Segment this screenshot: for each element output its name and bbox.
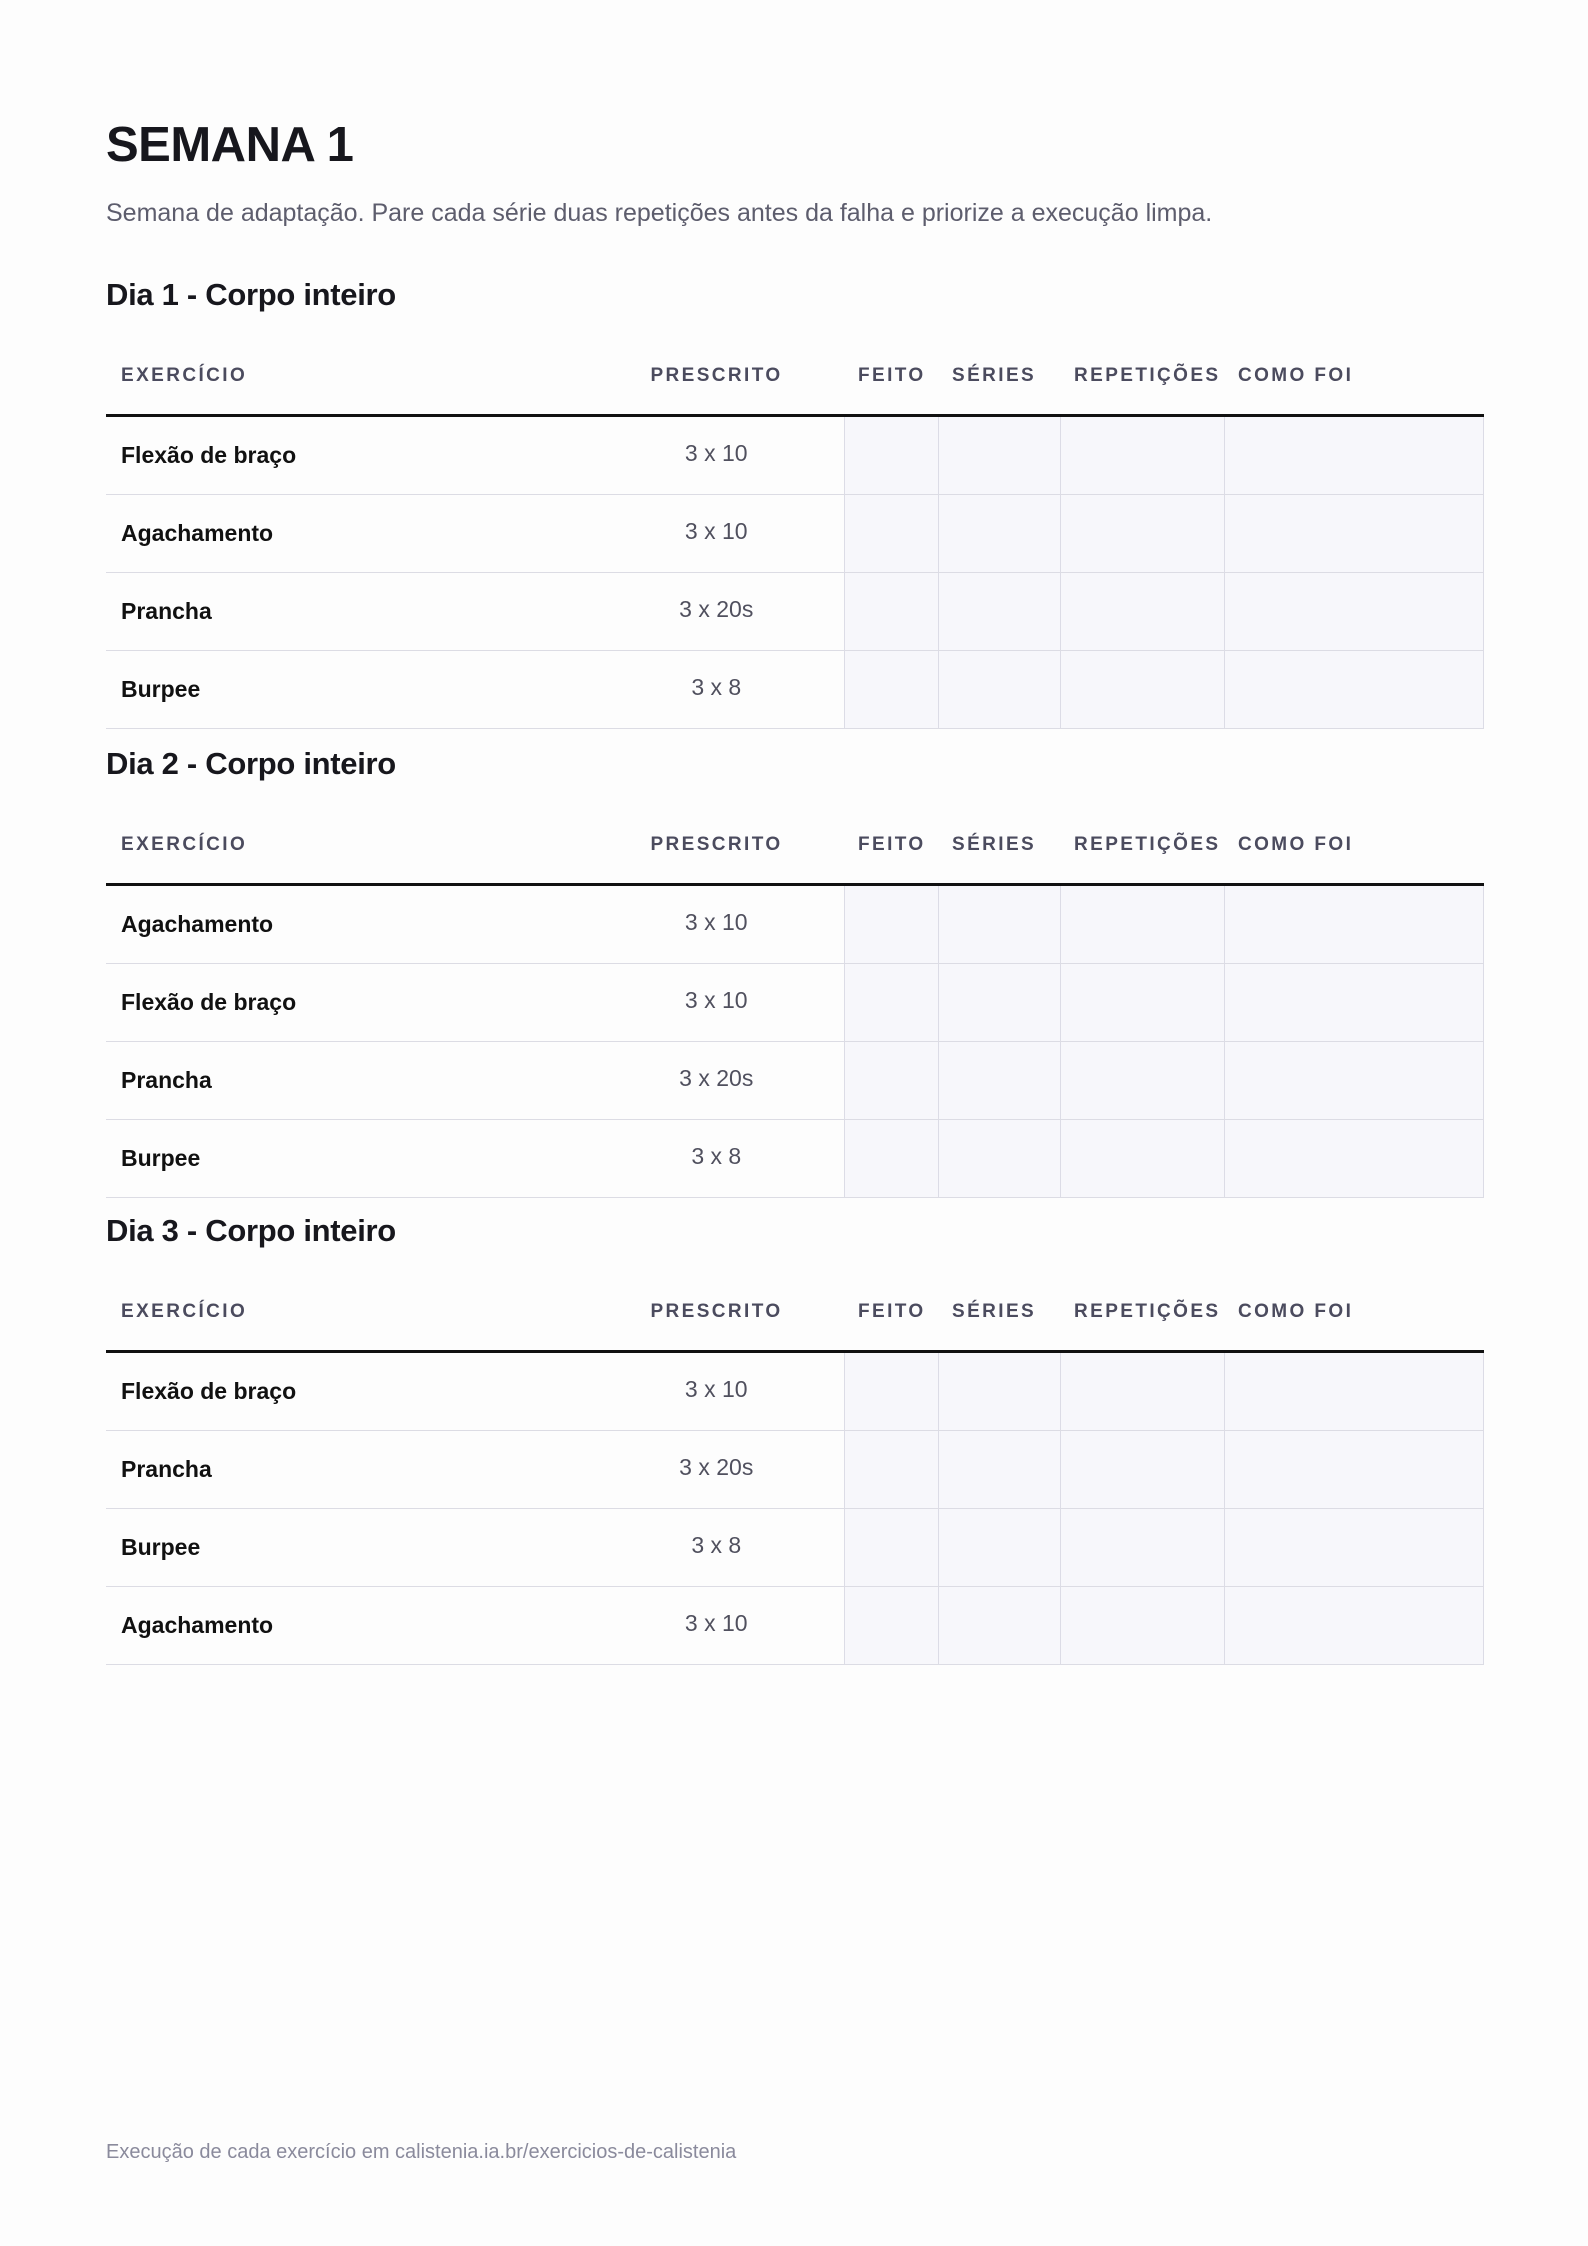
how-it-went-entry-cell[interactable] — [1224, 651, 1483, 729]
prescribed-value: 3 x 10 — [589, 885, 844, 964]
prescribed-value: 3 x 10 — [589, 964, 844, 1042]
reps-entry-cell[interactable] — [1060, 1587, 1224, 1665]
reps-entry-cell[interactable] — [1060, 1431, 1224, 1509]
header-sets: SÉRIES — [938, 1274, 1060, 1352]
exercise-name: Burpee — [106, 1509, 589, 1587]
done-checkbox-cell[interactable] — [844, 1120, 938, 1198]
sets-entry-cell[interactable] — [938, 1509, 1060, 1587]
done-checkbox-cell[interactable] — [844, 1352, 938, 1431]
table-header-row — [106, 807, 1483, 885]
reps-entry-cell[interactable] — [1060, 1120, 1224, 1198]
sets-entry-cell[interactable] — [938, 1587, 1060, 1665]
header-prescribed: PRESCRITO — [589, 807, 844, 885]
page-title: SEMANA 1 — [106, 118, 354, 172]
exercise-name: Agachamento — [106, 1587, 589, 1665]
reps-entry-cell[interactable] — [1060, 1042, 1224, 1120]
prescribed-value: 3 x 8 — [589, 1509, 844, 1587]
prescribed-value: 3 x 20s — [589, 1042, 844, 1120]
header-done: FEITO — [844, 1274, 938, 1352]
header-how: COMO FOI — [1224, 338, 1483, 416]
how-it-went-entry-cell[interactable] — [1224, 573, 1483, 651]
exercise-name: Prancha — [106, 573, 589, 651]
reps-entry-cell[interactable] — [1060, 964, 1224, 1042]
table-header-row — [106, 338, 1483, 416]
table-row — [106, 1120, 1483, 1198]
day-title: Dia 2 - Corpo inteiro — [106, 746, 396, 781]
header-prescribed: PRESCRITO — [589, 1274, 844, 1352]
sets-entry-cell[interactable] — [938, 1120, 1060, 1198]
footer-note: Execução de cada exercício em calistenia.ia.br/exercicios-de-calistenia — [106, 2141, 737, 2163]
exercise-name: Agachamento — [106, 885, 589, 964]
table-row — [106, 1352, 1483, 1431]
workout-page — [106, 110, 1483, 230]
prescribed-value: 3 x 8 — [589, 1120, 844, 1198]
how-it-went-entry-cell[interactable] — [1224, 1509, 1483, 1587]
how-it-went-entry-cell[interactable] — [1224, 1587, 1483, 1665]
done-checkbox-cell[interactable] — [844, 573, 938, 651]
exercise-name: Flexão de braço — [106, 964, 589, 1042]
exercise-log-table — [106, 807, 1484, 1198]
table-row — [106, 1431, 1483, 1509]
reps-entry-cell[interactable] — [1060, 573, 1224, 651]
header-exercise: EXERCÍCIO — [106, 1274, 589, 1352]
prescribed-value: 3 x 20s — [589, 573, 844, 651]
exercise-log-table — [106, 338, 1484, 729]
reps-entry-cell[interactable] — [1060, 416, 1224, 495]
reps-entry-cell[interactable] — [1060, 651, 1224, 729]
done-checkbox-cell[interactable] — [844, 416, 938, 495]
how-it-went-entry-cell[interactable] — [1224, 1431, 1483, 1509]
day-section-2 — [106, 742, 1483, 1198]
done-checkbox-cell[interactable] — [844, 1431, 938, 1509]
reps-entry-cell[interactable] — [1060, 1509, 1224, 1587]
sets-entry-cell[interactable] — [938, 964, 1060, 1042]
done-checkbox-cell[interactable] — [844, 964, 938, 1042]
done-checkbox-cell[interactable] — [844, 885, 938, 964]
header-how: COMO FOI — [1224, 1274, 1483, 1352]
table-row — [106, 885, 1483, 964]
page-subtitle: Semana de adaptação. Pare cada série duas repetições antes da falha e priorize a execução limpa. — [106, 199, 1213, 227]
day-section-3 — [106, 1209, 1483, 1665]
sets-entry-cell[interactable] — [938, 573, 1060, 651]
sets-entry-cell[interactable] — [938, 1352, 1060, 1431]
reps-entry-cell[interactable] — [1060, 495, 1224, 573]
prescribed-value: 3 x 8 — [589, 651, 844, 729]
exercise-name: Agachamento — [106, 495, 589, 573]
how-it-went-entry-cell[interactable] — [1224, 1042, 1483, 1120]
table-row — [106, 1509, 1483, 1587]
day-title: Dia 3 - Corpo inteiro — [106, 1213, 396, 1248]
done-checkbox-cell[interactable] — [844, 651, 938, 729]
header-exercise: EXERCÍCIO — [106, 807, 589, 885]
done-checkbox-cell[interactable] — [844, 1587, 938, 1665]
sets-entry-cell[interactable] — [938, 651, 1060, 729]
exercise-name: Prancha — [106, 1042, 589, 1120]
table-row — [106, 1042, 1483, 1120]
how-it-went-entry-cell[interactable] — [1224, 416, 1483, 495]
sets-entry-cell[interactable] — [938, 1042, 1060, 1120]
prescribed-value: 3 x 10 — [589, 416, 844, 495]
how-it-went-entry-cell[interactable] — [1224, 964, 1483, 1042]
how-it-went-entry-cell[interactable] — [1224, 1120, 1483, 1198]
sets-entry-cell[interactable] — [938, 495, 1060, 573]
table-row — [106, 651, 1483, 729]
prescribed-value: 3 x 10 — [589, 1352, 844, 1431]
header-done: FEITO — [844, 338, 938, 416]
table-header-row — [106, 1274, 1483, 1352]
exercise-name: Prancha — [106, 1431, 589, 1509]
prescribed-value: 3 x 10 — [589, 1587, 844, 1665]
how-it-went-entry-cell[interactable] — [1224, 885, 1483, 964]
header-sets: SÉRIES — [938, 338, 1060, 416]
day-title: Dia 1 - Corpo inteiro — [106, 277, 396, 312]
prescribed-value: 3 x 10 — [589, 495, 844, 573]
done-checkbox-cell[interactable] — [844, 1042, 938, 1120]
header-reps: REPETIÇÕES — [1060, 1274, 1224, 1352]
table-row — [106, 964, 1483, 1042]
reps-entry-cell[interactable] — [1060, 1352, 1224, 1431]
sets-entry-cell[interactable] — [938, 885, 1060, 964]
header-reps: REPETIÇÕES — [1060, 338, 1224, 416]
header-prescribed: PRESCRITO — [589, 338, 844, 416]
exercise-name: Burpee — [106, 651, 589, 729]
table-row — [106, 1587, 1483, 1665]
sets-entry-cell[interactable] — [938, 416, 1060, 495]
exercise-log-table — [106, 1274, 1484, 1665]
how-it-went-entry-cell[interactable] — [1224, 495, 1483, 573]
exercise-name: Flexão de braço — [106, 1352, 589, 1431]
header-done: FEITO — [844, 807, 938, 885]
done-checkbox-cell[interactable] — [844, 1509, 938, 1587]
table-row — [106, 573, 1483, 651]
prescribed-value: 3 x 20s — [589, 1431, 844, 1509]
exercise-name: Flexão de braço — [106, 416, 589, 495]
header-how: COMO FOI — [1224, 807, 1483, 885]
sets-entry-cell[interactable] — [938, 1431, 1060, 1509]
header-reps: REPETIÇÕES — [1060, 807, 1224, 885]
how-it-went-entry-cell[interactable] — [1224, 1352, 1483, 1431]
header-exercise: EXERCÍCIO — [106, 338, 589, 416]
reps-entry-cell[interactable] — [1060, 885, 1224, 964]
day-section-1 — [106, 273, 1483, 729]
table-row — [106, 416, 1483, 495]
exercise-name: Burpee — [106, 1120, 589, 1198]
header-sets: SÉRIES — [938, 807, 1060, 885]
table-row — [106, 495, 1483, 573]
done-checkbox-cell[interactable] — [844, 495, 938, 573]
